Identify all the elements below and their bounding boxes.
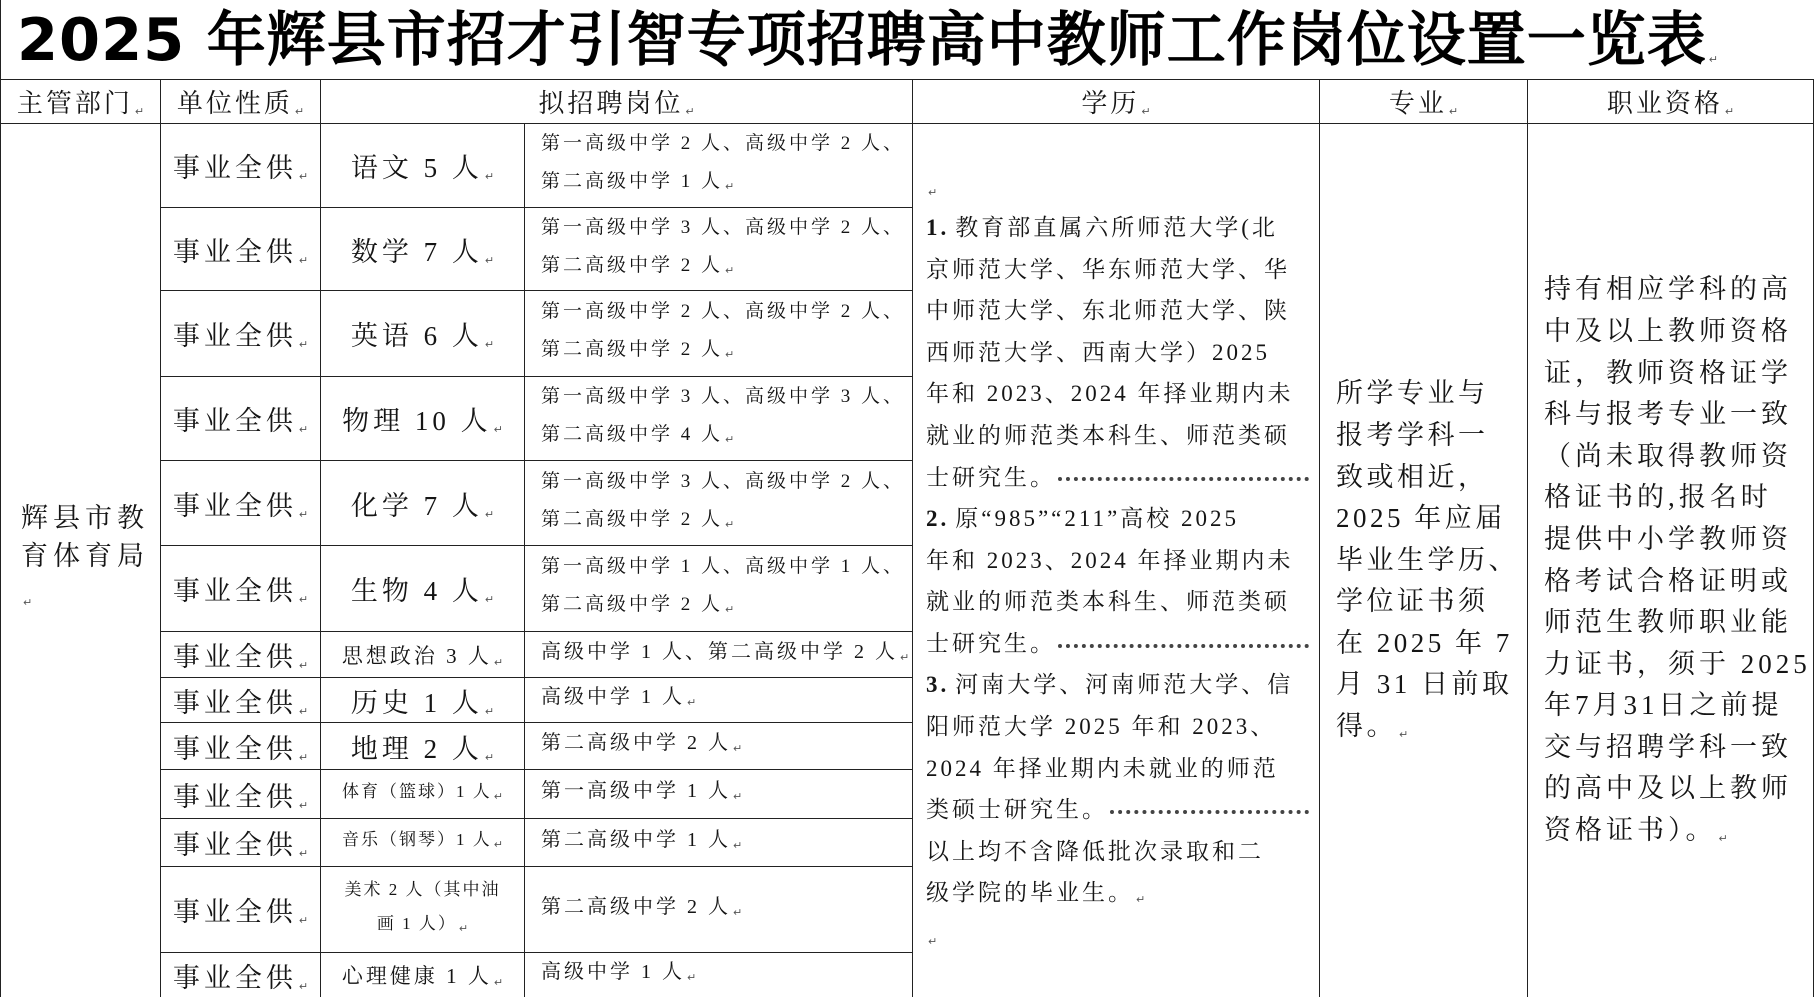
education-line <box>926 498 1311 540</box>
education-line <box>926 290 1311 332</box>
subject-text: 英语 6 人 ↵ <box>351 314 494 353</box>
schools-line: 第二高级中学 2 人 ↵ <box>541 501 734 544</box>
qualification-line: （尚未取得教师资 <box>1544 440 1792 471</box>
subject-cell <box>321 819 525 867</box>
education-line <box>926 457 1311 499</box>
subject-text: 地理 2 人 ↵ <box>351 727 494 766</box>
subject-cell <box>321 124 525 208</box>
unit-type-text: 事业全供 ↵ <box>173 727 308 766</box>
education-line-text: 年和 2023、2024 年择业期内未 <box>926 381 1294 407</box>
education-line <box>926 207 1311 249</box>
schools-cell <box>525 208 913 291</box>
unit-type-text: 事业全供 ↵ <box>173 890 308 929</box>
header-qualification <box>1528 80 1814 124</box>
education-line <box>926 581 1311 623</box>
header-education <box>913 80 1320 124</box>
positions-table <box>0 79 1814 997</box>
unit-type-cell <box>161 867 321 953</box>
education-line <box>926 332 1311 374</box>
schools-line: 第二高级中学 2 人 ↵ <box>541 331 734 374</box>
schools-line: 第一高级中学 1 人 ↵ <box>541 772 742 816</box>
unit-type-text: 事业全供 ↵ <box>173 823 308 862</box>
schools-cell <box>525 867 913 953</box>
education-line <box>926 249 1311 291</box>
subject-text: 思想政治 3 人 ↵ <box>342 640 503 670</box>
education-line <box>926 748 1311 790</box>
unit-type-cell <box>161 723 321 770</box>
schools-cell <box>525 678 913 723</box>
education-line-text: 年和 2023、2024 年择业期内未 <box>926 547 1294 573</box>
education-line <box>926 373 1311 415</box>
qualification-line: 师范生教师职业能 <box>1544 607 1792 638</box>
education-line-text: 士研究生。 <box>926 630 1056 656</box>
schools-line: 高级中学 1 人、第二高级中学 2 人 ↵ <box>541 633 909 677</box>
schools-cell <box>525 723 913 770</box>
major-line: 得。 ↵ <box>1336 706 1408 748</box>
education-note-text: 以上均不含降低批次录取和二 <box>926 838 1264 864</box>
unit-type-cell <box>161 632 321 678</box>
unit-type-text: 事业全供 ↵ <box>173 956 308 995</box>
header-department <box>1 80 161 124</box>
schools-line: 第一高级中学 3 人、高级中学 3 人、 <box>541 386 906 407</box>
education-item <box>926 664 1311 830</box>
unit-type-text: 事业全供 ↵ <box>173 314 308 353</box>
major-line: 毕业生学历、 <box>1336 544 1519 575</box>
education-line-text: 就业的师范类本科生、师范类硕 <box>926 589 1290 615</box>
unit-type-text: 事业全供 ↵ <box>173 484 308 523</box>
schools-line: 第二高级中学 1 人 ↵ <box>541 163 734 206</box>
subject-text: 美术 2 人（其中油画 1 人） ↵ <box>337 873 508 946</box>
subject-text: 体育（篮球）1 人 ↵ <box>342 775 503 814</box>
education-line-text: 士研究生。 <box>926 464 1056 490</box>
education-line <box>926 706 1311 748</box>
unit-type-cell <box>161 461 321 546</box>
subject-cell <box>321 208 525 291</box>
unit-type-text: 事业全供 ↵ <box>173 569 308 608</box>
education-line <box>926 789 1311 831</box>
major-requirements-cell <box>1320 124 1528 997</box>
header-positions <box>321 80 913 124</box>
schools-line: 第二高级中学 1 人 ↵ <box>541 821 742 865</box>
header-major-label: 专业 ↵ <box>1389 83 1458 120</box>
header-major <box>1320 80 1528 124</box>
unit-type-cell <box>161 770 321 819</box>
qualification-line: 持有相应学科的高 <box>1544 274 1792 305</box>
subject-cell <box>321 770 525 819</box>
major-line: 月 31 日前取 <box>1336 669 1513 700</box>
schools-line: 第一高级中学 2 人、高级中学 2 人、 <box>541 133 906 154</box>
unit-type-cell <box>161 377 321 461</box>
schools-line: 第一高级中学 3 人、高级中学 2 人、 <box>541 470 906 492</box>
major-line: 所学专业与 <box>1336 378 1489 409</box>
education-item <box>926 207 1311 498</box>
education-line <box>926 415 1311 457</box>
qualification-line: 提供中小学教师资 <box>1544 523 1792 554</box>
schools-line: 第二高级中学 4 人 ↵ <box>541 416 734 459</box>
education-line <box>926 623 1311 665</box>
schools-line: 高级中学 1 人 ↵ <box>541 953 696 997</box>
unit-type-text: 事业全供 ↵ <box>173 230 308 269</box>
education-note-line <box>926 831 1311 873</box>
dot-leader <box>1058 477 1309 481</box>
education-line-text: 类硕士研究生。 <box>926 797 1108 823</box>
department-cell <box>1 124 161 997</box>
subject-text: 历史 1 人 ↵ <box>351 681 494 720</box>
education-item-number: 2. <box>926 506 950 532</box>
subject-cell <box>321 723 525 770</box>
education-line-text: 中师范大学、东北师范大学、陕 <box>926 298 1290 324</box>
qualification-line: 科与报考专业一致 <box>1544 399 1792 430</box>
unit-type-text: 事业全供 ↵ <box>173 775 308 814</box>
schools-cell <box>525 377 913 461</box>
page-title-text: 2025 年辉县市招才引智专项招聘高中教师工作岗位设置一览表 ↵ <box>17 5 1718 74</box>
qualification-line: 交与招聘学科一致 <box>1544 731 1792 762</box>
education-line-text: 阳师范大学 2025 年和 2023、 <box>926 714 1277 740</box>
education-requirements-cell <box>913 124 1320 997</box>
subject-cell <box>321 678 525 723</box>
education-line <box>926 540 1311 582</box>
schools-cell <box>525 819 913 867</box>
dot-leader <box>1110 810 1309 814</box>
qualification-line: 格考试合格证明或 <box>1544 565 1792 596</box>
major-line: 致或相近， <box>1336 461 1489 492</box>
subject-cell <box>321 377 525 461</box>
education-note-text: 级学院的毕业生。 ↵ <box>926 880 1145 905</box>
subject-text: 物理 10 人 ↵ <box>342 399 503 438</box>
header-unit-type-label: 单位性质 ↵ <box>177 83 304 120</box>
department-name: 辉县市教育体育局 ↵ <box>21 499 152 622</box>
qualification-requirements-cell <box>1528 124 1814 997</box>
page-title <box>0 0 1814 79</box>
subject-cell <box>321 546 525 632</box>
schools-cell <box>525 770 913 819</box>
schools-cell <box>525 632 913 678</box>
unit-type-text: 事业全供 ↵ <box>173 681 308 720</box>
qualification-line: 的高中及以上教师 <box>1544 773 1792 804</box>
schools-cell <box>525 546 913 632</box>
schools-cell <box>525 461 913 546</box>
schools-line: 第一高级中学 3 人、高级中学 2 人、 <box>541 216 906 238</box>
unit-type-text: 事业全供 ↵ <box>173 146 308 185</box>
education-line-text: 原“985”“211”高校 2025 <box>955 506 1239 532</box>
education-line-text: 河南大学、河南师范大学、信 <box>955 672 1294 698</box>
education-note-line <box>926 872 1311 914</box>
unit-type-text: 事业全供 ↵ <box>173 635 308 674</box>
schools-line: 高级中学 1 人 ↵ <box>541 678 696 722</box>
unit-type-cell <box>161 291 321 377</box>
schools-line: 第二高级中学 2 人 ↵ <box>541 888 742 932</box>
subject-text: 生物 4 人 ↵ <box>351 569 494 608</box>
unit-type-cell <box>161 953 321 997</box>
header-positions-label: 拟招聘岗位 ↵ <box>538 83 694 120</box>
education-line-text: 西师范大学、西南大学）2025 <box>926 339 1270 365</box>
header-qualification-label: 职业资格 ↵ <box>1607 83 1734 120</box>
major-line: 在 2025 年 7 <box>1336 627 1513 658</box>
subject-text: 语文 5 人 ↵ <box>351 146 494 185</box>
education-line-text: 2024 年择业期内未就业的师范 <box>926 755 1279 781</box>
major-line: 2025 年应届 <box>1336 503 1506 534</box>
major-line: 学位证书须 <box>1336 586 1489 617</box>
qualification-line: 证，教师资格证学 <box>1544 357 1792 388</box>
schools-cell <box>525 124 913 208</box>
subject-text: 音乐（钢琴）1 人 ↵ <box>342 823 503 862</box>
unit-type-cell <box>161 124 321 208</box>
paragraph-mark <box>926 914 1311 956</box>
unit-type-cell <box>161 546 321 632</box>
schools-line: 第一高级中学 2 人、高级中学 2 人、 <box>541 301 906 322</box>
paragraph-mark <box>926 165 1311 207</box>
subject-cell <box>321 953 525 997</box>
qualification-line: 格证书的,报名时 <box>1544 482 1772 513</box>
qualification-line: 年7月31日之前提 <box>1544 690 1783 721</box>
schools-cell <box>525 291 913 377</box>
schools-cell <box>525 953 913 997</box>
schools-line: 第一高级中学 1 人、高级中学 1 人、 <box>541 556 906 577</box>
subject-cell <box>321 632 525 678</box>
major-line: 报考学科一 <box>1336 419 1489 450</box>
education-item-number: 1. <box>926 214 950 240</box>
qualification-line: 资格证书）。 ↵ <box>1544 810 1728 852</box>
unit-type-text: 事业全供 ↵ <box>173 399 308 438</box>
unit-type-cell <box>161 678 321 723</box>
subject-cell <box>321 291 525 377</box>
education-line-text: 教育部直属六所师范大学(北 <box>955 214 1278 240</box>
education-line-text: 就业的师范类本科生、师范类硕 <box>926 422 1290 448</box>
qualification-line: 中及以上教师资格 <box>1544 315 1792 346</box>
subject-text: 心理健康 1 人 ↵ <box>342 960 503 990</box>
schools-line: 第二高级中学 2 人 ↵ <box>541 247 734 290</box>
header-education-label: 学历 ↵ <box>1081 83 1150 120</box>
subject-cell <box>321 867 525 953</box>
education-item-number: 3. <box>926 672 950 698</box>
subject-text: 数学 7 人 ↵ <box>351 230 494 269</box>
dot-leader <box>1058 644 1309 648</box>
unit-type-cell <box>161 208 321 291</box>
header-unit-type <box>161 80 321 124</box>
education-line <box>926 664 1311 706</box>
schools-line: 第二高级中学 2 人 ↵ <box>541 724 742 768</box>
unit-type-cell <box>161 819 321 867</box>
education-line-text: 京师范大学、华东师范大学、华 <box>926 256 1290 282</box>
education-item <box>926 498 1311 664</box>
schools-line: 第二高级中学 2 人 ↵ <box>541 586 734 629</box>
subject-cell <box>321 461 525 546</box>
qualification-line: 力证书，须于 2025 <box>1544 648 1811 679</box>
header-department-label: 主管部门 ↵ <box>17 83 144 120</box>
subject-text: 化学 7 人 ↵ <box>351 484 494 523</box>
